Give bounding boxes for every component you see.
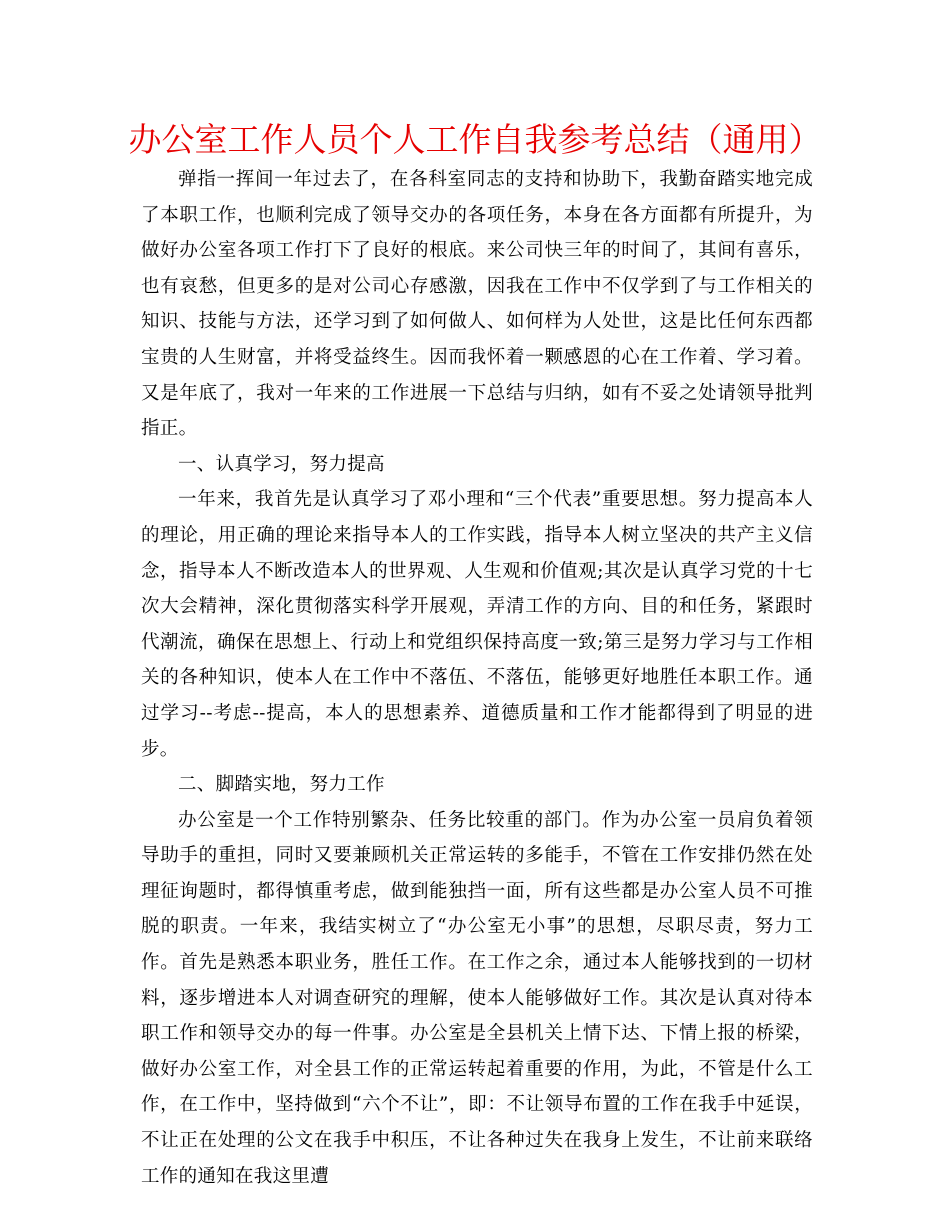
document-title: 办公室工作人员个人工作自我参考总结（通用）	[128, 120, 822, 159]
section-heading-2: 二、脚踏实地，努力工作	[178, 774, 385, 796]
section-heading-1: 一、认真学习，努力提高	[178, 453, 385, 475]
document-body	[141, 162, 813, 1194]
section-1-paragraph: 一年来，我首先是认真学习了邓小理和“三个代表”重要思想。努力提高本人的理论，用正确的理论来指导本人的工作实践，指导本人树立坚决的共产主义信念，指导本人不断改造本人的世界观、人生观和价值观;其次是认真学习党的十七次大会精神，深化贯彻落实科学开展观，弄清工作的方向、目的和任务，紧跟时代潮流，确保在思想上、行动上和党组织保持高度一致;第三是努力学习与工作相关的各种知识，使本人在工作中不落伍、不落伍，能够更好地胜任本职工作。通过学习--考虑--提高，本人的思想素养、道德质量和工作才能都得到了明显的进步。	[141, 489, 813, 760]
section-2-paragraph: 办公室是一个工作特别繁杂、任务比较重的部门。作为办公室一员肩负着领导助手的重担，同时又要兼顾机关正常运转的多能手，不管在工作安排仍然在处理征询题时，都得慎重考虑，做到能独挡一面，所有这些都是办公室人员不可推脱的职责。一年来，我结实树立了“办公室无小事”的思想，尽职尽责，努力工作。首先是熟悉本职业务，胜任工作。在工作之余，通过本人能够找到的一切材料，逐步增进本人对调查研究的理解，使本人能够做好工作。其次是认真对待本职工作和领导交办的每一件事。办公室是全县机关上情下达、下情上报的桥梁，做好办公室工作，对全县工作的正常运转起着重要的作用，为此，不管是什么工作，在工作中，坚持做到“六个不让”，即：不让领导布置的工作在我手中延误，不让正在处理的公文在我手中积压，不让各种过失在我身上发生，不让前来联络工作的通知在我这里遭	[141, 809, 813, 1187]
intro-paragraph: 弹指一挥间一年过去了，在各科室同志的支持和协助下，我勤奋踏实地完成了本职工作，也顺利完成了领导交办的各项任务，本身在各方面都有所提升，为做好办公室各项工作打下了良好的根底。来公司快三年的时间了，其间有喜乐，也有哀愁，但更多的是对公司心存感激，因我在工作中不仅学到了与工作相关的知识、技能与方法，还学习到了如何做人、如何样为人处世，这是比任何东西都宝贵的人生财富，并将受益终生。因而我怀着一颗感恩的心在工作着、学习着。又是年底了，我对一年来的工作进展一下总结与归纳，如有不妥之处请领导批判指正。	[141, 169, 813, 440]
